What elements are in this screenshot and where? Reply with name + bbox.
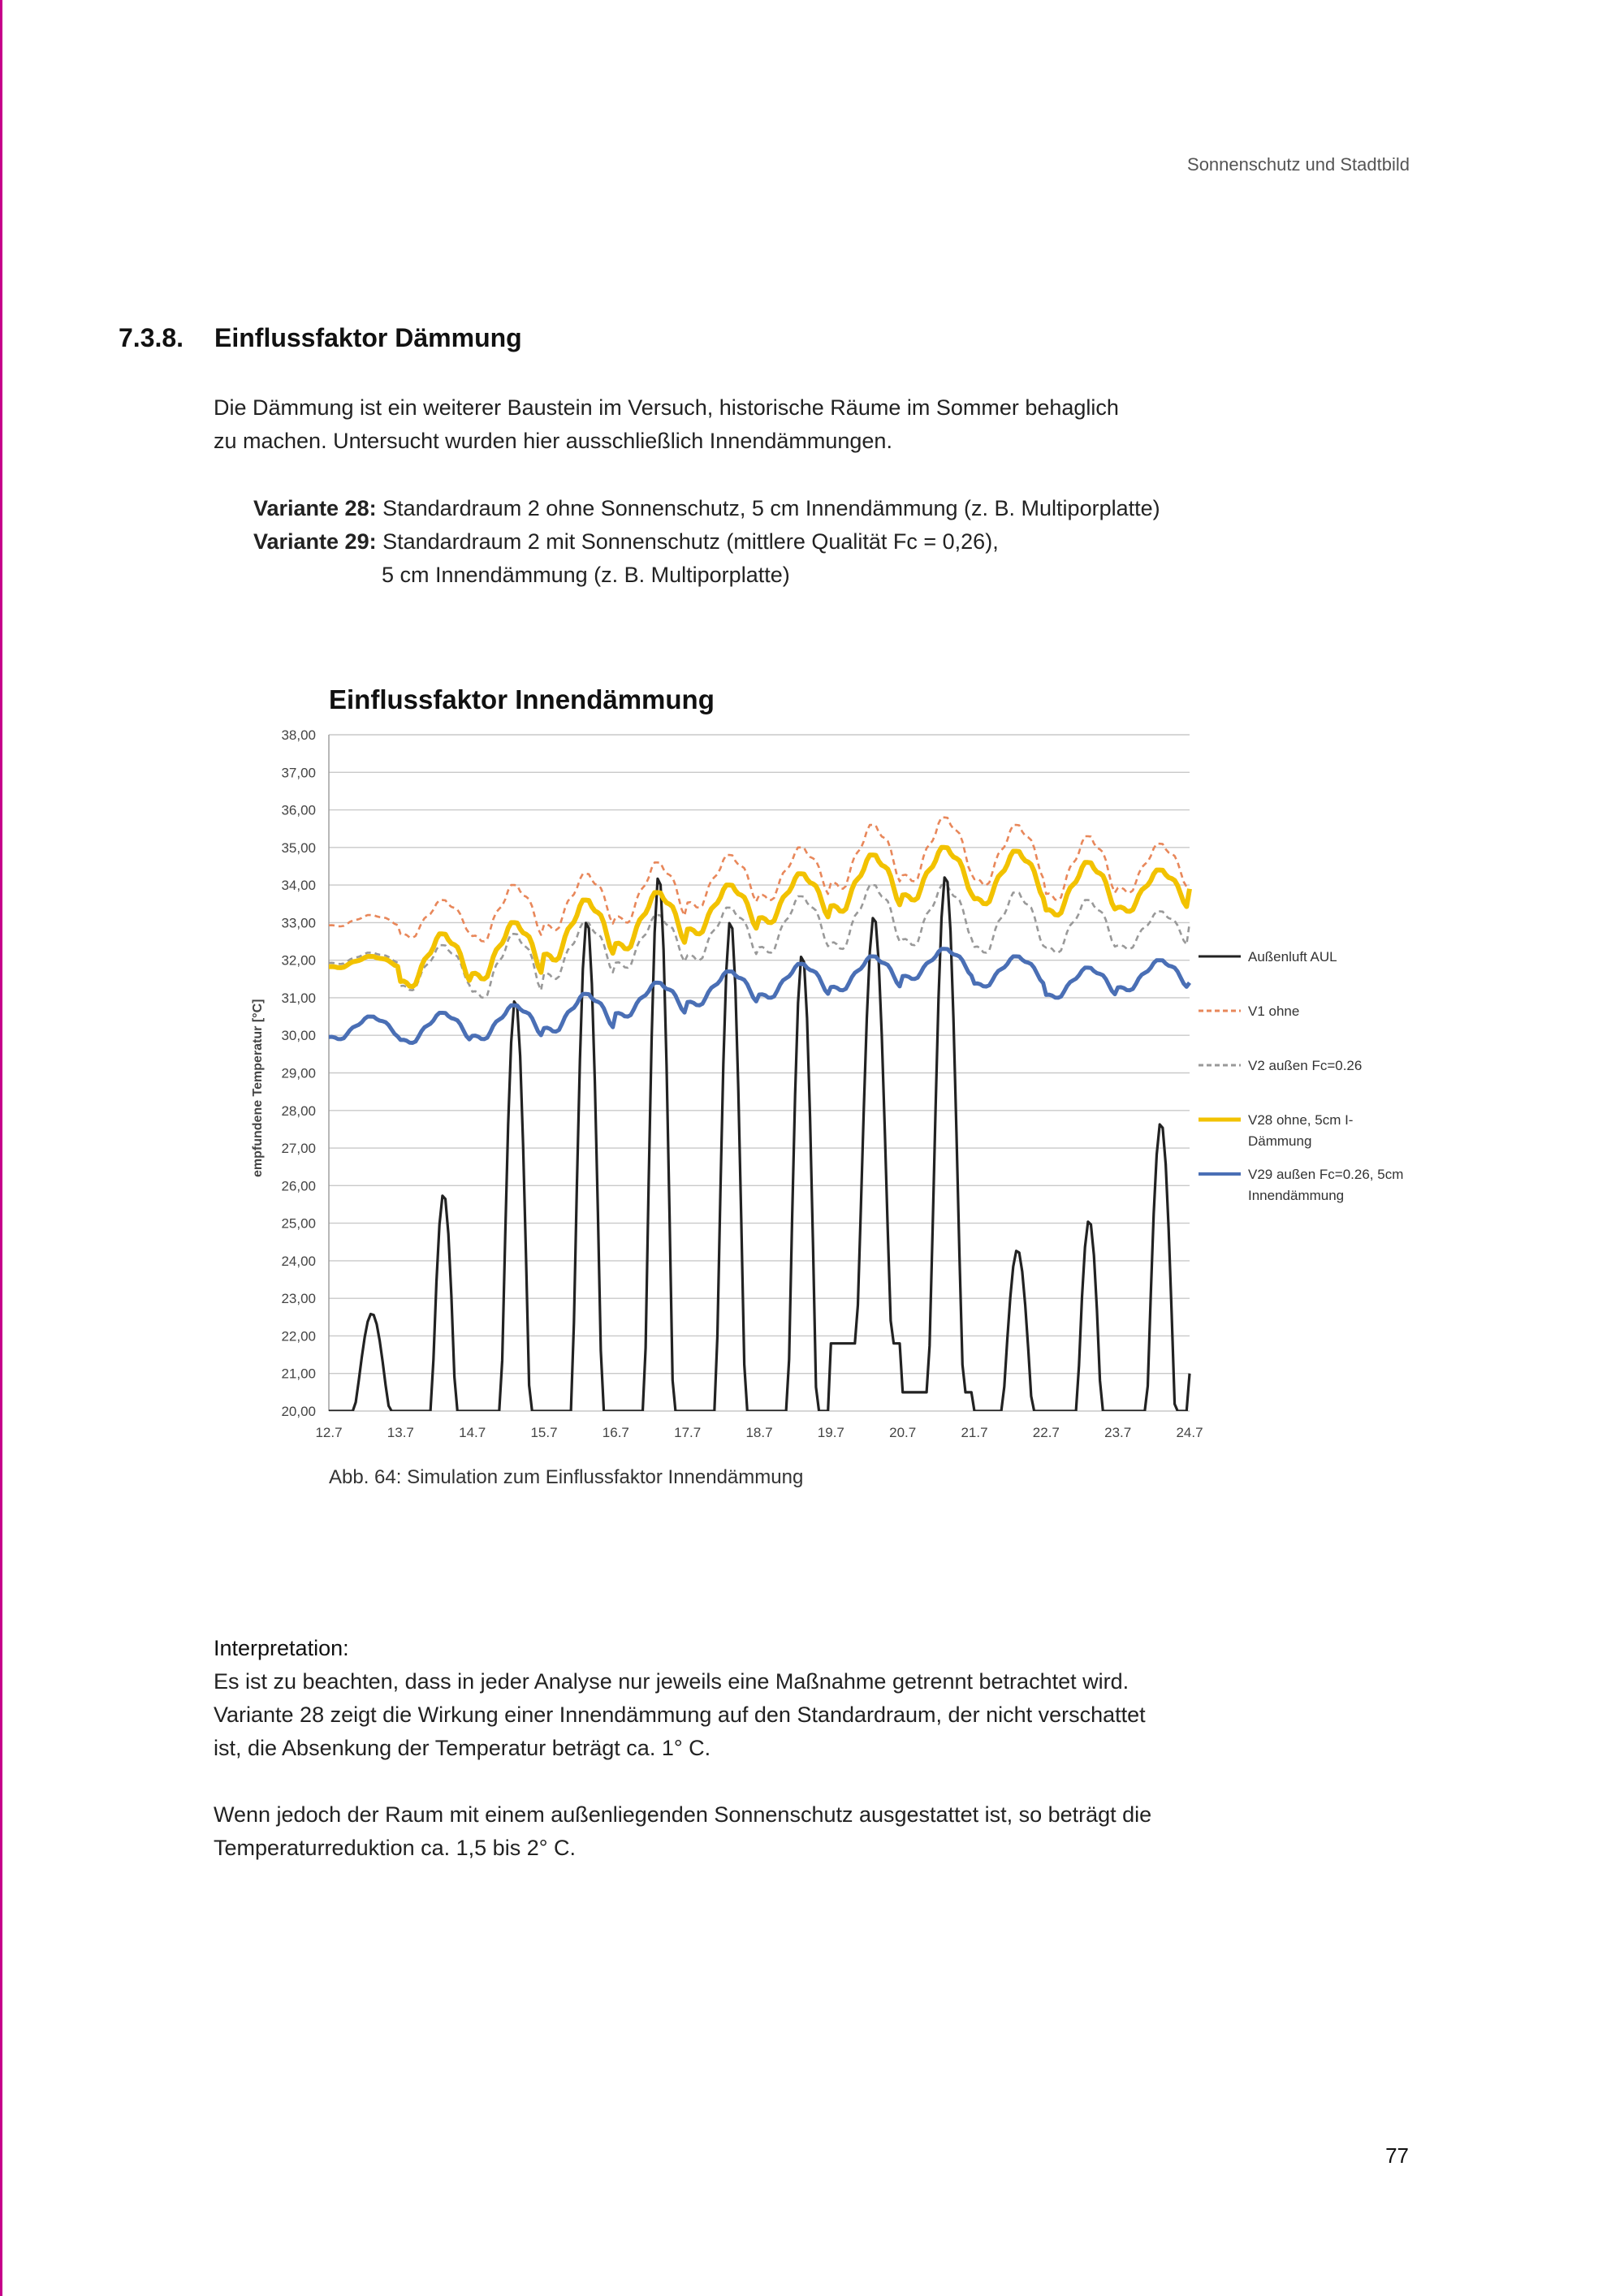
interpretation-line: Temperaturreduktion ca. 1,5 bis 2° C. <box>214 1836 577 1860</box>
x-tick-labels <box>315 1425 1203 1440</box>
x-tick-label: 17.7 <box>674 1425 702 1440</box>
section-number: 7.3.8. <box>119 323 184 352</box>
x-tick-label: 18.7 <box>745 1425 773 1440</box>
variant-label: Variante 28: <box>253 496 377 520</box>
x-tick-label: 21.7 <box>961 1425 988 1440</box>
y-tick-label: 26,00 <box>281 1178 316 1194</box>
y-tick-label: 36,00 <box>281 802 316 818</box>
figure-caption: Abb. 64: Simulation zum Einflussfaktor Innendämmung <box>329 1466 804 1488</box>
chart-title: Einflussfaktor Innendämmung <box>329 684 715 714</box>
y-tick-label: 32,00 <box>281 952 316 969</box>
y-tick-label: 30,00 <box>281 1028 316 1044</box>
chart-grid <box>329 735 1190 1411</box>
interpretation-paragraph-2 <box>214 1798 1269 1865</box>
variant-29-cont: 5 cm Innendämmung (z. B. Multiporplatte) <box>382 563 790 587</box>
y-tick-label: 27,00 <box>281 1141 316 1157</box>
y-tick-labels <box>281 727 316 1419</box>
x-tick-label: 24.7 <box>1176 1425 1203 1440</box>
y-tick-label: 37,00 <box>281 765 316 781</box>
x-tick-label: 19.7 <box>817 1425 844 1440</box>
x-tick-label: 20.7 <box>889 1425 917 1440</box>
legend-label: V1 ohne <box>1248 1003 1300 1019</box>
y-tick-label: 29,00 <box>281 1065 316 1081</box>
x-tick-label: 22.7 <box>1032 1425 1060 1440</box>
interpretation-title: Interpretation: <box>214 1636 349 1660</box>
y-tick-label: 20,00 <box>281 1404 316 1419</box>
section-title: Einflussfaktor Dämmung <box>214 323 522 352</box>
interpretation-line: ist, die Absenkung der Temperatur beträgt ca. 1° C. <box>214 1736 711 1760</box>
y-tick-label: 25,00 <box>281 1215 316 1232</box>
y-axis-label: empfundene Temperatur [°C] <box>251 999 265 1177</box>
x-tick-label: 13.7 <box>387 1425 414 1440</box>
interpretation-paragraph <box>214 1665 1269 1765</box>
y-tick-label: 38,00 <box>281 727 316 743</box>
variant-text: Standardraum 2 ohne Sonnenschutz, 5 cm Innendämmung (z. B. Multiporplatte) <box>376 496 1160 520</box>
intro-line: Die Dämmung ist ein weiterer Baustein im Versuch, historische Räume im Sommer behaglich <box>214 395 1119 420</box>
x-tick-label: 23.7 <box>1104 1425 1132 1440</box>
x-tick-label: 15.7 <box>530 1425 558 1440</box>
y-tick-label: 24,00 <box>281 1253 316 1269</box>
legend-label: Dämmung <box>1248 1133 1312 1149</box>
chart-series <box>329 818 1190 1411</box>
y-tick-label: 28,00 <box>281 1103 316 1119</box>
y-tick-label: 22,00 <box>281 1328 316 1344</box>
interpretation-line: Es ist zu beachten, dass in jeder Analyse nur jeweils eine Maßnahme getrennt betrachtet wird. <box>214 1669 1129 1694</box>
interpretation-line: Variante 28 zeigt die Wirkung einer Innendämmung auf den Standardraum, der nicht verschattet <box>214 1703 1146 1727</box>
y-tick-label: 31,00 <box>281 990 316 1006</box>
variant-label: Variante 29: <box>253 529 377 554</box>
interpretation-line: Wenn jedoch der Raum mit einem außenliegenden Sonnenschutz ausgestattet ist, so beträgt die <box>214 1802 1152 1827</box>
series-line <box>329 885 1190 998</box>
variant-text: Standardraum 2 mit Sonnenschutz (mittlere Qualität Fc = 0,26), <box>376 529 999 554</box>
y-tick-label: 33,00 <box>281 915 316 931</box>
x-tick-label: 14.7 <box>459 1425 486 1440</box>
running-head: Sonnenschutz und Stadtbild <box>1187 154 1410 175</box>
series-line <box>329 949 1190 1043</box>
y-tick-label: 21,00 <box>281 1366 316 1382</box>
chart-legend <box>1199 949 1403 1203</box>
x-tick-label: 12.7 <box>315 1425 343 1440</box>
y-tick-label: 34,00 <box>281 878 316 894</box>
legend-label: V29 außen Fc=0.26, 5cm <box>1248 1167 1404 1182</box>
series-line <box>329 848 1190 986</box>
page-number: 77 <box>1385 2143 1409 2168</box>
y-tick-label: 35,00 <box>281 839 316 856</box>
legend-label: Außenluft AUL <box>1248 949 1337 965</box>
x-tick-label: 16.7 <box>602 1425 629 1440</box>
y-tick-label: 23,00 <box>281 1291 316 1307</box>
legend-label: V28 ohne, 5cm I- <box>1248 1112 1354 1128</box>
legend-label: V2 außen Fc=0.26 <box>1248 1058 1363 1073</box>
legend-label: Innendämmung <box>1248 1188 1345 1203</box>
intro-line: zu machen. Untersucht wurden hier ausschließlich Innendämmungen. <box>214 429 892 453</box>
